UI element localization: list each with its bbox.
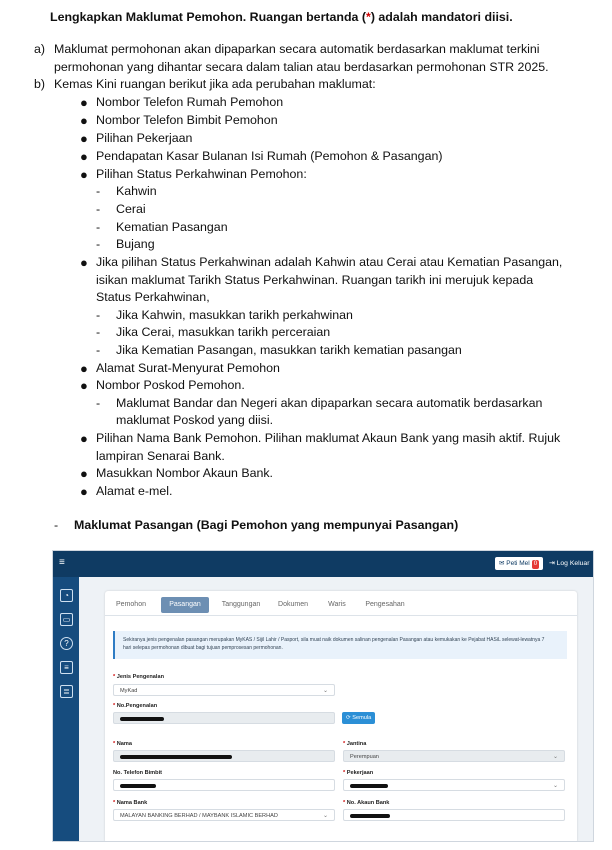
- tab-dokumen[interactable]: Dokumen: [278, 601, 308, 608]
- no-pengenalan-label: * No.Pengenalan: [113, 703, 158, 709]
- tab-bar: [105, 595, 577, 616]
- bank-label: * Nama Bank: [113, 800, 148, 806]
- redaction-bar: [350, 814, 390, 818]
- mandatory-star: *: [366, 10, 371, 24]
- calendar-icon[interactable]: ▭: [60, 613, 73, 626]
- tab-pemohon[interactable]: Pemohon: [116, 601, 146, 608]
- nama-bank-select[interactable]: MALAYAN BANKING BERHAD / MAYBANK ISLAMIC BERHAD ⌄: [113, 809, 335, 821]
- tab-pengesahan[interactable]: Pengesahan: [365, 601, 405, 608]
- file-icon[interactable]: ≣: [60, 685, 73, 698]
- jenis-label: * Jenis Pengenalan: [113, 674, 164, 680]
- mailbox-button[interactable]: ✉ Peti Mel 0: [495, 557, 543, 570]
- pekerjaan-select[interactable]: [343, 779, 565, 791]
- redaction-bar: [120, 717, 164, 721]
- redaction-bar: [120, 784, 156, 788]
- chevron-down-icon: ⌄: [552, 754, 558, 760]
- tab-pasangan[interactable]: Pasangan: [161, 597, 209, 613]
- menu-icon[interactable]: ≡: [59, 557, 65, 568]
- telefon-bimbit-field[interactable]: [113, 779, 335, 791]
- nama-label: * Nama: [113, 741, 132, 747]
- mail-icon: ✉: [499, 560, 507, 567]
- akaun-label: * No. Akaun Bank: [343, 800, 390, 806]
- dashboard-icon[interactable]: ◔: [60, 589, 73, 602]
- redaction-bar: [350, 784, 388, 788]
- mail-count-badge: 0: [533, 561, 538, 567]
- semak-button[interactable]: ⟳ Semula: [342, 712, 375, 724]
- sidebar: [53, 577, 79, 841]
- logout-button[interactable]: ⇥ Log Keluar: [549, 560, 590, 567]
- page-title: Lengkapkan Maklumat Pemohon. Ruangan bertanda (*) adalah mandatori diisi.: [50, 10, 513, 24]
- document-icon[interactable]: ≡: [60, 661, 73, 674]
- section-heading: - Maklumat Pasangan (Bagi Pemohon yang mempunyai Pasangan): [54, 518, 459, 532]
- form-card: [105, 591, 577, 842]
- no-pengenalan-field[interactable]: [113, 712, 335, 724]
- info-notice: Sekiranya jenis pengenalan pasangan merupakan MyKAS / Sijil Lahir / Pasport, sila muat naik dokumen salinan pengenalan Pasangan atau kemukakan ke Pejabat HASiL selewat-lewatnya 7 hari selepas permohonan dibuat bagi tujuan pemprosesan permohonan.: [113, 631, 567, 659]
- refresh-icon: ⟳: [346, 715, 353, 721]
- jantina-label: * Jantina: [343, 741, 367, 747]
- pekerjaan-label: * Pekerjaan: [343, 770, 374, 776]
- redaction-bar: [120, 755, 232, 759]
- chevron-down-icon: ⌄: [322, 813, 328, 819]
- app-topbar: [53, 551, 593, 577]
- help-icon[interactable]: ?: [60, 637, 73, 650]
- telefon-label: No. Telefon Bimbit: [113, 770, 162, 776]
- form-screenshot: [52, 550, 594, 842]
- logout-icon: ⇥: [549, 560, 557, 567]
- tab-waris[interactable]: Waris: [328, 601, 346, 608]
- chevron-down-icon: ⌄: [552, 783, 558, 789]
- no-akaun-field[interactable]: [343, 809, 565, 821]
- jenis-pengenalan-select[interactable]: MyKad ⌄: [113, 684, 335, 696]
- tab-tanggungan[interactable]: Tanggungan: [221, 601, 261, 608]
- chevron-down-icon: ⌄: [322, 688, 328, 694]
- nama-field[interactable]: [113, 750, 335, 762]
- jantina-select[interactable]: Perempuan ⌄: [343, 750, 565, 762]
